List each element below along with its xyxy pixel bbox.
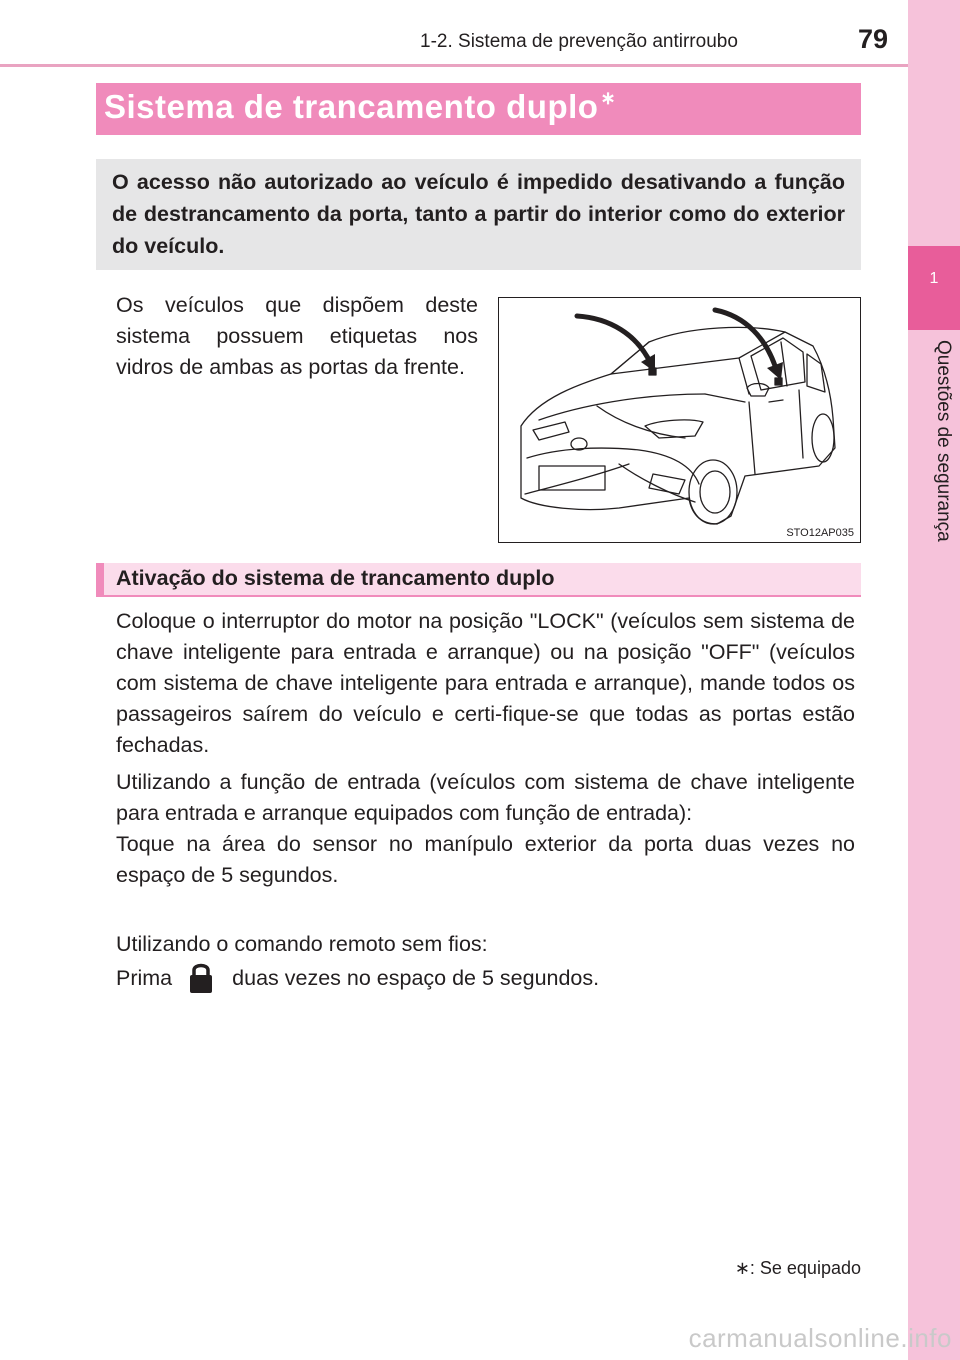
- subsection-accent: [96, 563, 104, 597]
- remote-instruction: [116, 960, 855, 994]
- chapter-number-box: [908, 246, 960, 330]
- arrow-icon: [577, 310, 783, 380]
- header-rule: [0, 64, 908, 67]
- watermark: carmanualsonline.info: [688, 1323, 952, 1353]
- chapter-title: Questões de segurança: [933, 340, 954, 542]
- remote-suffix: duas vezes no espaço de 5 segundos.: [232, 966, 600, 990]
- chapter-number: 1: [929, 270, 939, 287]
- subsection-title: Ativação do sistema de trancamento duplo: [116, 566, 555, 590]
- remote-condition: Utilizando o comando remoto sem fios:: [116, 932, 488, 956]
- page-title-text: Sistema de trancamento duplo: [104, 88, 599, 125]
- remote-prefix: Prima: [116, 966, 173, 990]
- entry-function-instruction: Toque na área do sensor no manípulo exterior da porta duas vezes no espaço de 5 segundos.: [116, 832, 855, 887]
- activation-paragraph: Coloque o interruptor do motor na posição "LOCK" (veículos sem sistema de chave inteligente para entrada e arranque) ou na posição "OFF" (veículos com sistema de chave inteligente para entrada e arranque), mande todos os passageiros saírem do veículo e certi-fique-se que todas as portas estão fechadas.: [116, 609, 855, 757]
- footnote: ∗: Se equipado: [734, 1258, 861, 1278]
- entry-function-condition: Utilizando a função de entrada (veículos com sistema de chave inteligente para entrada e arranque equipados com função de entrada):: [116, 770, 855, 825]
- equipped-marker: ∗: [600, 88, 617, 108]
- lock-icon: [184, 960, 218, 994]
- side-chapter-tab: [908, 0, 960, 1360]
- subsection-rule: [96, 595, 861, 597]
- entry-function-paragraph: [116, 767, 855, 891]
- remote-paragraph: [116, 929, 855, 994]
- page-title: [104, 88, 616, 126]
- car-illustration: [498, 297, 861, 543]
- car-drawing: [499, 298, 860, 542]
- figure-caption: STO12AP035: [786, 527, 854, 539]
- section-reference: 1-2. Sistema de prevenção antirroubo: [420, 31, 738, 52]
- labels-paragraph: Os veículos que dispõem deste sistema possuem etiquetas nos vidros de ambas as portas da frente.: [116, 293, 478, 379]
- intro-text: O acesso não autorizado ao veículo é impedido desativando a função de destrancamento da porta, tanto a partir do interior como do exterior do veículo.: [112, 170, 845, 258]
- page-number: 79: [858, 24, 889, 54]
